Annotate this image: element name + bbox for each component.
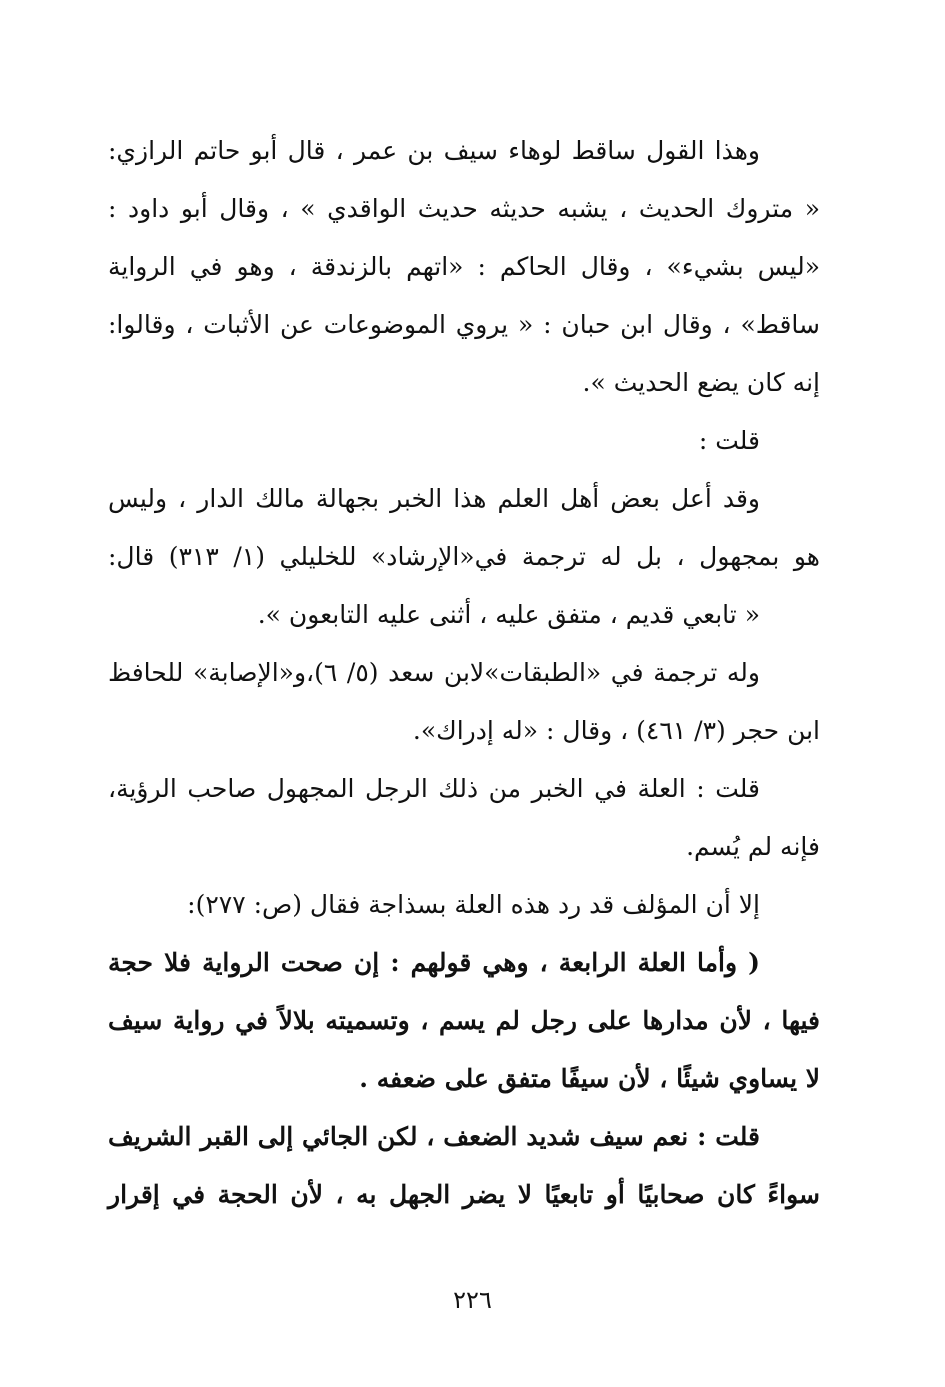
quoted-text-line: لا يساوي شيئًا ، لأن سيفًا متفق على ضعفه . (359, 1064, 820, 1093)
text-line: ساقط» ، وقال ابن حبان : « يروي الموضوعات عن الأثبات ، وقالوا: (108, 310, 820, 339)
text-line: قلت : (698, 426, 760, 455)
text-line: قلت : نعم سيف شديد الضعف ، لكن الجائي إلى القبر الشريف (108, 1122, 760, 1151)
text-line: وقد أعل بعض أهل العلم هذا الخبر بجهالة مالك الدار ، وليس (108, 484, 760, 513)
quoted-text-line: ( وأما العلة الرابعة ، وهي قولهم : إن صحت الرواية فلا حجة (108, 948, 760, 977)
page-number: ٢٢٦ (453, 1286, 492, 1314)
text-line: فإنه لم يُسم. (686, 832, 820, 861)
text-line: ابن حجر (٣/ ٤٦١) ، وقال : «له إدراك». (412, 716, 820, 745)
text-line: سواءً كان صحابيًا أو تابعيًا لا يضر الجهل به ، لأن الحجة في إقرار (108, 1180, 820, 1209)
quoted-text-line: فيها ، لأن مدارها على رجل لم يسم ، وتسميته بلالاً في رواية سيف (108, 1006, 820, 1035)
text-line: «ليس بشيء» ، وقال الحاكم : «اتهم بالزندقة ، وهو في الرواية (108, 252, 820, 281)
text-line: « تابعي قديم ، متفق عليه ، أثنى عليه التابعون ». (257, 600, 760, 629)
text-line: « متروك الحديث ، يشبه حديثه حديث الواقدي » ، وقال أبو داود : (108, 194, 820, 223)
text-line: قلت : العلة في الخبر من ذلك الرجل المجهول صاحب الرؤية، (108, 774, 760, 803)
text-line: إنه كان يضع الحديث ». (582, 368, 820, 397)
text-line: هو بمجهول ، بل له ترجمة في«الإرشاد» للخليلي (١/ ٣١٣) قال: (108, 542, 820, 571)
text-line: وهذا القول ساقط لوهاء سيف بن عمر ، قال أبو حاتم الرازي: (108, 136, 760, 165)
text-line: وله ترجمة في «الطبقات»لابن سعد (٥/ ٦)،و«الإصابة» للحافظ (108, 658, 761, 687)
text-line: إلا أن المؤلف قد رد هذه العلة بسذاجة فقال (ص: ٢٧٧): (187, 890, 760, 919)
page-body (108, 122, 820, 1224)
